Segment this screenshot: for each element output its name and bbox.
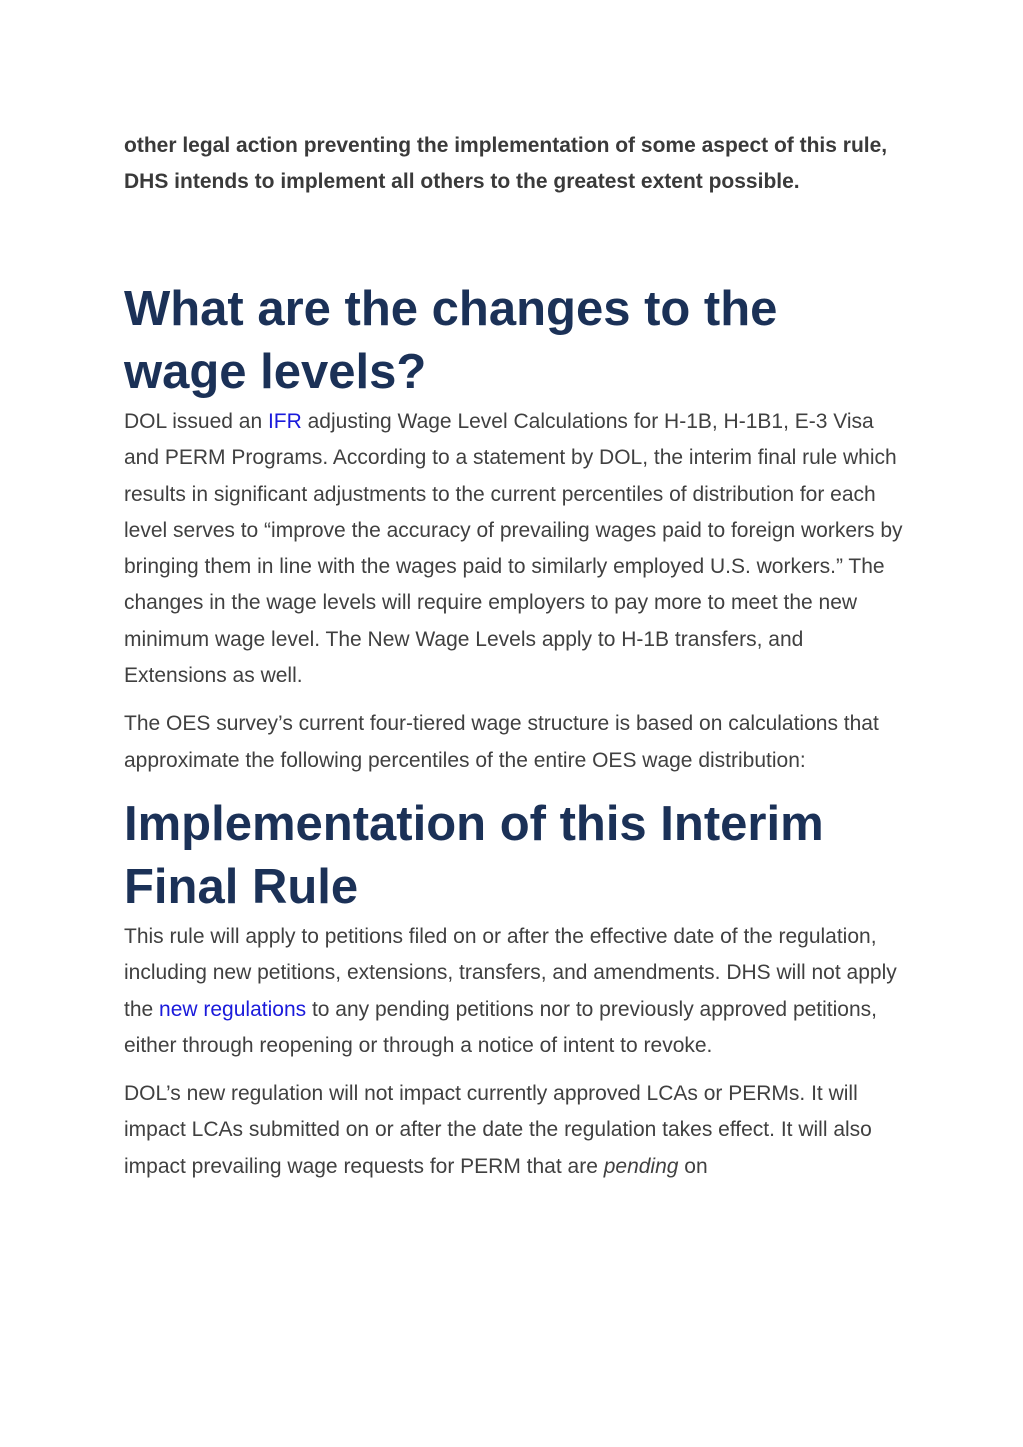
heading-wage-level-changes: What are the changes to the wage levels? xyxy=(124,282,778,399)
ifr-link[interactable]: IFR xyxy=(267,410,302,433)
heading-implementation: Implementation of this Interim Final Rule xyxy=(124,796,824,914)
emphasis-pending: pending xyxy=(603,1154,679,1178)
text-segment: adjusting Wage Level Calculations for H-1B, H-1B1, E-3 Visa and PERM Programs. According to a statement by DOL, the interim final rule which results in significant adjustments to the current percentiles of distribution for each level serves to “improve the accuracy of prevailing wages paid to foreign workers by bringing them in line with the wages paid to similarly employed U.S. workers.” The changes in the wage levels will require employers to pay more to meet the new minimum wage level. The New Wage Levels apply to H-1B transfers, and Extensions as well. xyxy=(124,410,903,688)
text-segment: to any pending petitions nor to previously approved petitions, either through reopening or through a notice of intent to revoke. xyxy=(124,997,877,1057)
paragraph-dol-new-regulation xyxy=(124,1076,904,1185)
document-page xyxy=(124,128,904,1185)
text-segment: DOL issued an xyxy=(124,410,268,433)
new-regulations-link[interactable]: new regulations xyxy=(159,997,307,1021)
intro-paragraph: other legal action preventing the implementation of some aspect of this rule, DHS intends to implement all others to the greatest extent possible. xyxy=(124,134,888,193)
text-segment: DOL’s new regulation will not impact currently approved LCAs or PERMs. It will impact LCAs submitted on or after the date the regulation takes effect. It will also impact prevailing wage requests for PERM that are xyxy=(124,1082,872,1178)
paragraph-rule-application xyxy=(124,919,904,1064)
paragraph-dol-ifr xyxy=(124,404,904,694)
text-segment: on xyxy=(678,1154,708,1178)
text-segment: This rule will apply to petitions filed on or after the effective date of the regulation, including new petitions, extensions, transfers, and amendments. DHS will not apply the xyxy=(124,924,897,1021)
paragraph-oes-survey: The OES survey’s current four-tiered wage structure is based on calculations that approximate the following percentiles of the entire OES wage distribution: xyxy=(124,712,879,772)
